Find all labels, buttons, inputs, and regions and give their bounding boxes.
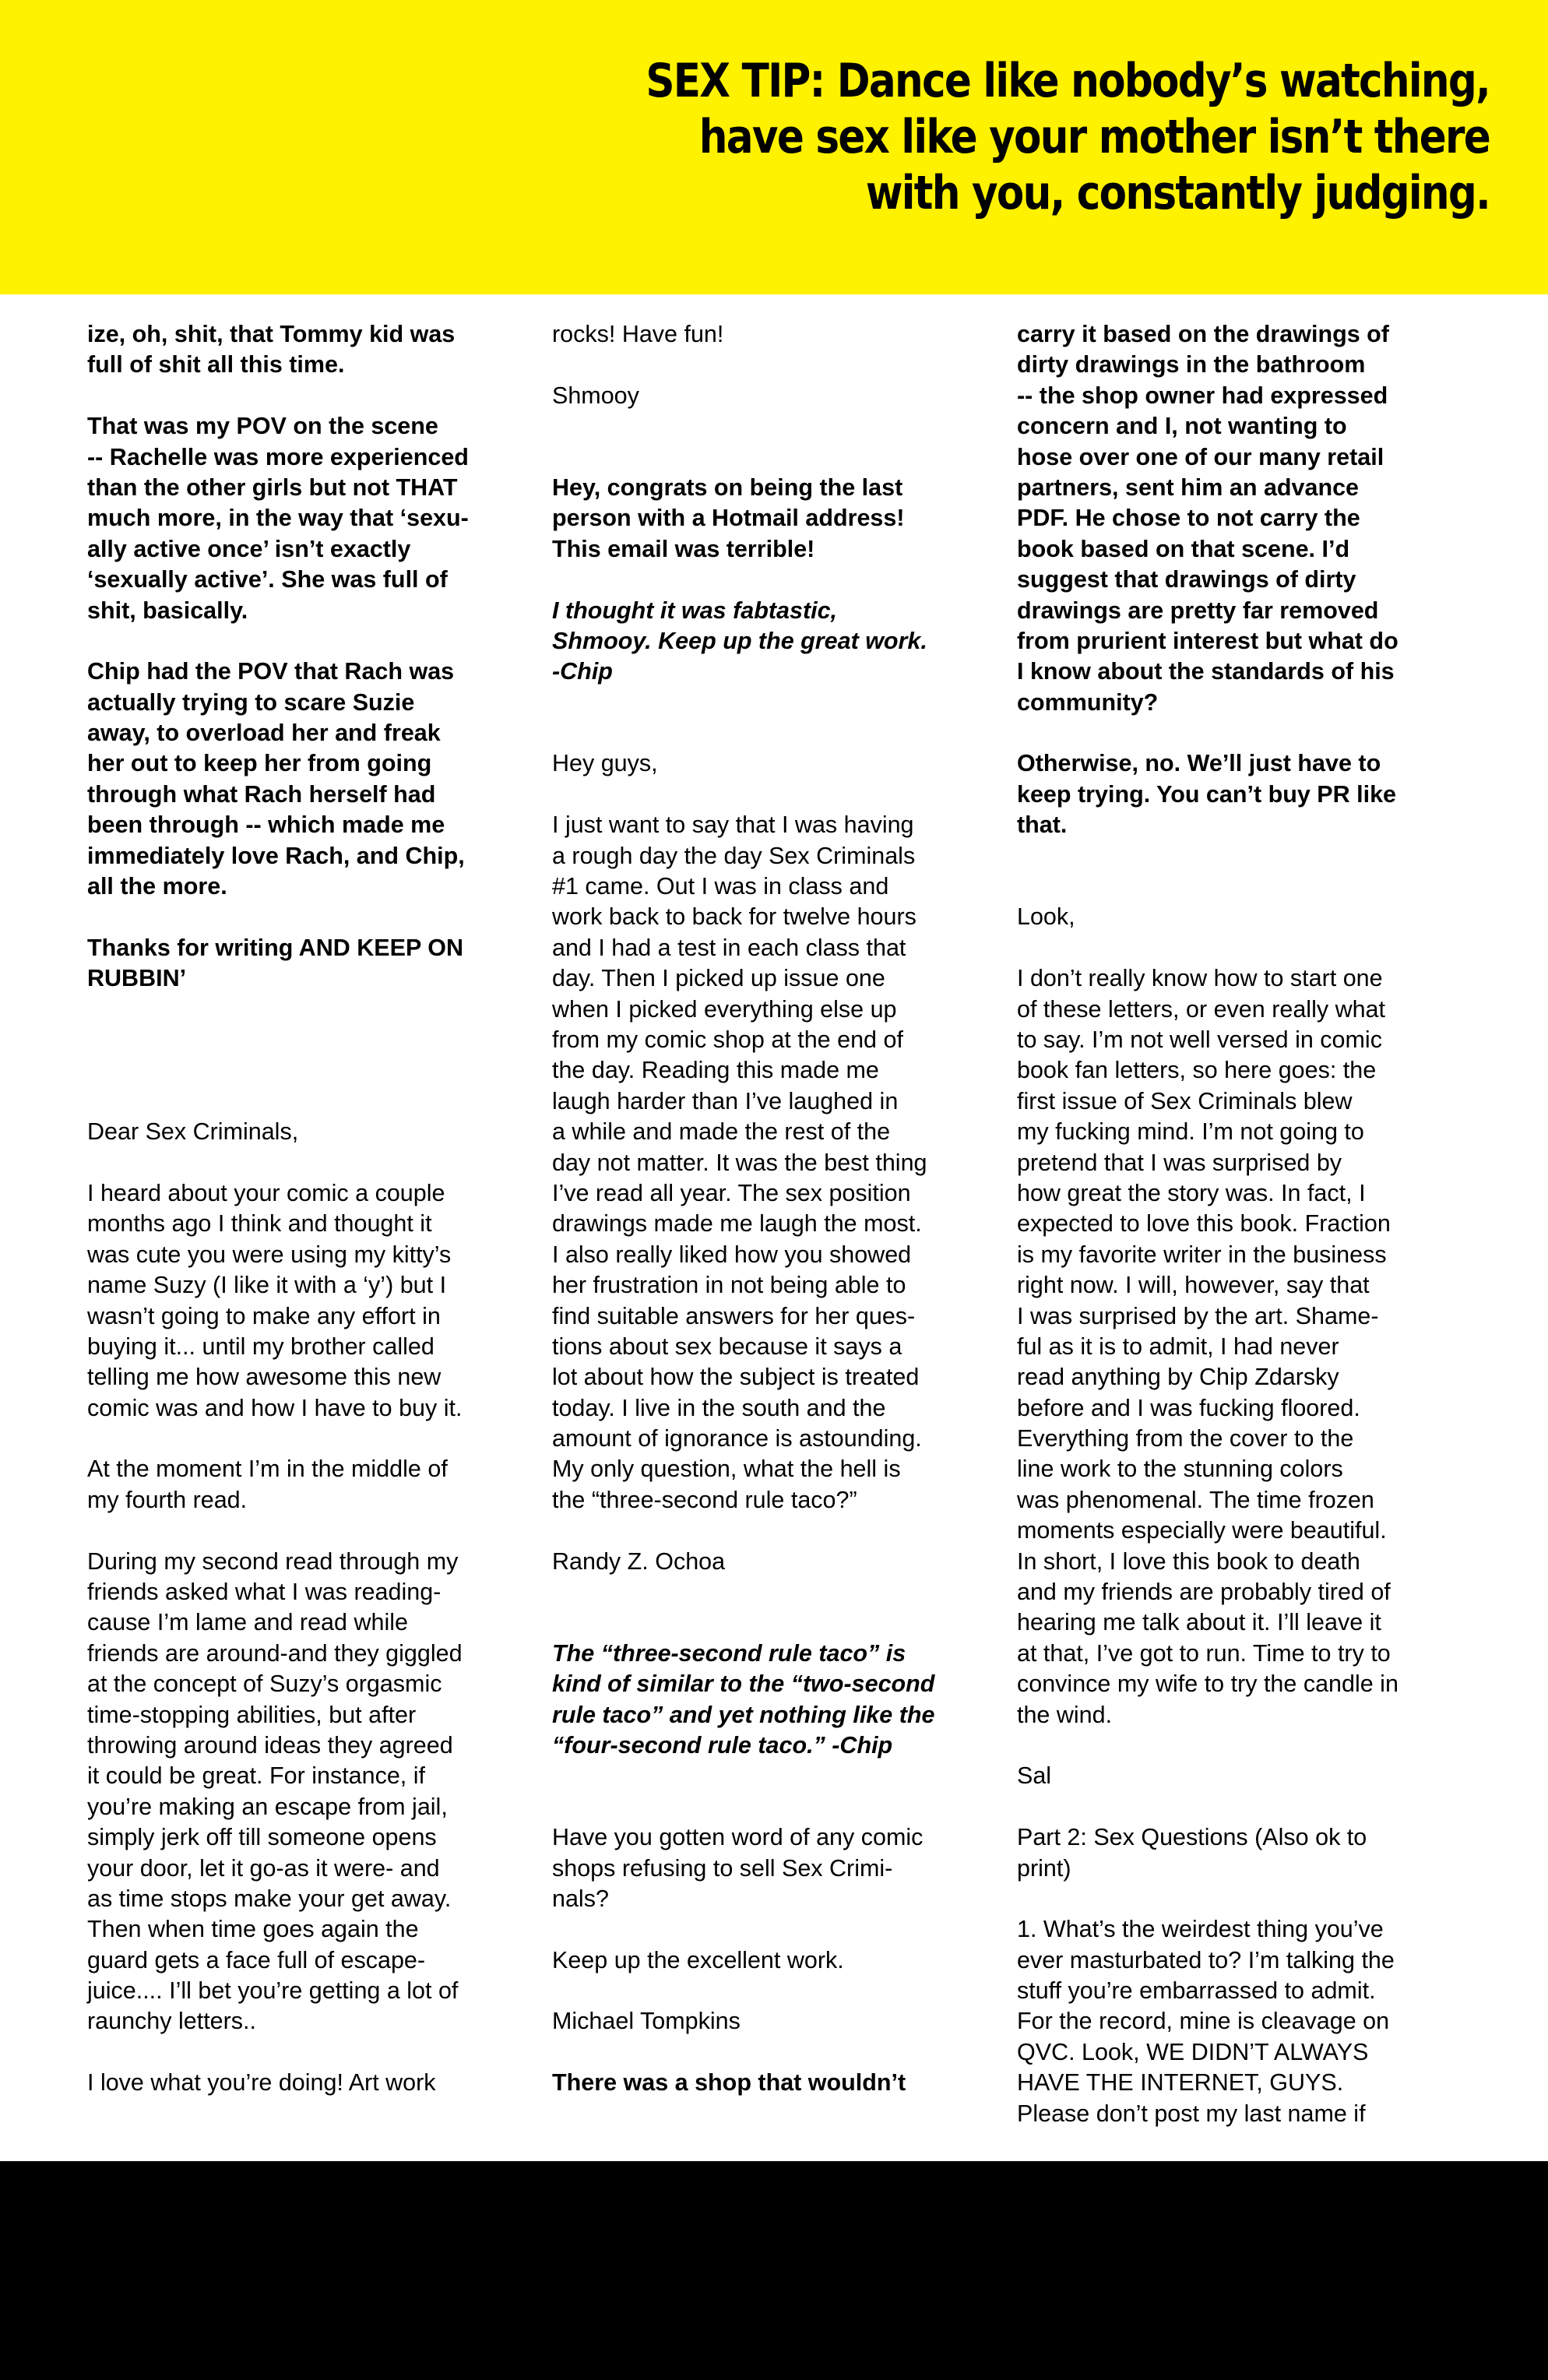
- text-line: been through -- which made me: [87, 812, 445, 839]
- text-line: drawings made me laugh the most.: [552, 1210, 922, 1238]
- text-line: ever masturbated to? I’m talking the: [1017, 1946, 1395, 1973]
- blank-line: [87, 2037, 539, 2068]
- text-line: Sal: [1017, 1762, 1052, 1790]
- text-line: QVC. Look, WE DIDN’T ALWAYS: [1017, 2038, 1369, 2065]
- text-line: telling me how awesome this new: [87, 1364, 442, 1391]
- text-line: immediately love Rach, and Chip,: [87, 842, 465, 869]
- blank-line: [552, 718, 1004, 748]
- text-line: During my second read through my: [87, 1547, 459, 1575]
- blank-line: [552, 1761, 1004, 1791]
- blank-line: [552, 565, 1004, 595]
- blank-line: [552, 1607, 1004, 1638]
- text-line: nals?: [552, 1885, 609, 1912]
- text-line: simply jerk off till someone opens: [87, 1824, 437, 1851]
- text-line: was phenomenal. The time frozen: [1017, 1486, 1374, 1513]
- blank-line: [87, 1055, 539, 1086]
- blank-line: [552, 1792, 1004, 1822]
- text-line: My only question, what the hell is: [552, 1456, 901, 1483]
- text-line: partners, sent him an advance: [1017, 474, 1360, 501]
- blank-line: [552, 411, 1004, 442]
- blank-line: [552, 350, 1004, 380]
- text-line: wasn’t going to make any effort in: [87, 1302, 441, 1329]
- text-line: At the moment I’m in the middle of: [87, 1456, 448, 1483]
- text-line: I love what you’re doing! Art work: [87, 2069, 436, 2097]
- text-line: friends are around-and they giggled: [87, 1639, 463, 1667]
- blank-line: [552, 1516, 1004, 1546]
- text-line: was cute you were using my kitty’s: [87, 1241, 452, 1268]
- blank-line: [552, 1914, 1004, 1945]
- text-line: Look,: [1017, 903, 1075, 931]
- text-line: community?: [1017, 688, 1159, 716]
- text-line: Thanks for writing AND KEEP ON: [87, 934, 463, 961]
- text-line: In short, I love this book to death: [1017, 1547, 1360, 1575]
- text-line: There was a shop that wouldn’t: [552, 2069, 906, 2097]
- text-line: work back to back for twelve hours: [552, 903, 916, 931]
- text-line: Dear Sex Criminals,: [87, 1118, 299, 1146]
- text-line: of these letters, or even really what: [1017, 995, 1385, 1023]
- text-line: the day. Reading this made me: [552, 1057, 879, 1084]
- text-line: at that, I’ve got to run. Time to try to: [1017, 1639, 1391, 1667]
- blank-line: [552, 780, 1004, 810]
- text-line: amount of ignorance is astounding.: [552, 1425, 922, 1452]
- blank-line: [552, 442, 1004, 473]
- text-line: ‘sexually active’. She was full of: [87, 566, 448, 593]
- text-line: her frustration in not being able to: [552, 1272, 906, 1299]
- text-line: your door, let it go-as it were- and: [87, 1854, 440, 1882]
- text-line: Shmooy. Keep up the great work.: [552, 627, 927, 654]
- blank-line: [552, 688, 1004, 718]
- text-line: day. Then I picked up issue one: [552, 965, 885, 992]
- text-line: Randy Z. Ochoa: [552, 1547, 726, 1575]
- headline-line: have sex like your mother isn’t there: [698, 110, 1490, 164]
- text-line: carry it based on the drawings of: [1017, 321, 1389, 347]
- text-line: shops refusing to sell Sex Crimi-: [552, 1854, 893, 1882]
- headline-line: with you, constantly judging.: [865, 166, 1490, 220]
- text-line: -- Rachelle was more experienced: [87, 443, 469, 470]
- text-line: That was my POV on the scene: [87, 413, 438, 440]
- text-line: Michael Tompkins: [552, 2008, 741, 2035]
- text-line: buying it... until my brother called: [87, 1333, 434, 1360]
- blank-line: [87, 1148, 539, 1178]
- text-line: at the concept of Suzy’s orgasmic: [87, 1671, 442, 1698]
- text-line: Have you gotten word of any comic: [552, 1824, 924, 1851]
- text-line: -Chip: [552, 658, 613, 685]
- text-line: guard gets a face full of escape-: [87, 1946, 426, 1973]
- blank-line: [1017, 933, 1500, 963]
- letters-column-1: [87, 319, 539, 2099]
- text-line: throwing around ideas they agreed: [87, 1731, 453, 1759]
- text-line: right now. I will, however, say that: [1017, 1272, 1370, 1299]
- text-line: the wind.: [1017, 1701, 1113, 1728]
- text-line: my fourth read.: [87, 1486, 248, 1513]
- text-line: Shmooy: [552, 382, 639, 409]
- blank-line: [1017, 871, 1500, 902]
- blank-line: [87, 995, 539, 1025]
- text-line: RUBBIN’: [87, 965, 187, 992]
- text-line: a rough day the day Sex Criminals: [552, 842, 916, 869]
- blank-line: [1017, 718, 1500, 748]
- blank-line: [87, 1086, 539, 1117]
- text-line: and my friends are probably tired of: [1017, 1579, 1391, 1606]
- text-line: read anything by Chip Zdarsky: [1017, 1364, 1339, 1391]
- text-line: Part 2: Sex Questions (Also ok to: [1017, 1824, 1367, 1851]
- text-line: person with a Hotmail address!: [552, 505, 905, 532]
- text-line: tions about sex because it says a: [552, 1333, 902, 1360]
- text-line: hose over one of our many retail: [1017, 443, 1384, 470]
- text-line: The “three-second rule taco” is: [552, 1639, 906, 1667]
- text-line: juice.... I’ll bet you’re getting a lot of: [87, 1977, 459, 2005]
- text-line: HAVE THE INTERNET, GUYS.: [1017, 2069, 1344, 2097]
- blank-line: [1017, 841, 1500, 871]
- text-line: laugh harder than I’ve laughed in: [552, 1087, 899, 1114]
- text-line: it could be great. For instance, if: [87, 1762, 425, 1790]
- blank-line: [87, 626, 539, 657]
- text-line: first issue of Sex Criminals blew: [1017, 1087, 1353, 1114]
- text-line: from my comic shop at the end of: [552, 1026, 903, 1053]
- text-line: “four-second rule taco.” -Chip: [552, 1731, 893, 1759]
- footer-black-bar: [0, 2161, 1548, 2380]
- text-line: kind of similar to the “two-second: [552, 1671, 935, 1698]
- text-line: drawings are pretty far removed: [1017, 597, 1379, 624]
- text-line: day not matter. It was the best thing: [552, 1149, 927, 1176]
- text-line: shit, basically.: [87, 597, 248, 624]
- text-line: ize, oh, shit, that Tommy kid was: [87, 321, 456, 347]
- text-line: keep trying. You can’t buy PR like: [1017, 780, 1397, 808]
- letters-column-3: [1017, 319, 1500, 2129]
- text-line: Then when time goes again the: [87, 1916, 419, 1943]
- blank-line: [1017, 1792, 1500, 1822]
- blank-line: [552, 2037, 1004, 2068]
- text-line: my fucking mind. I’m not going to: [1017, 1118, 1364, 1146]
- text-line: Keep up the excellent work.: [552, 1946, 844, 1973]
- text-line: print): [1017, 1854, 1071, 1882]
- text-line: full of shit all this time.: [87, 351, 345, 378]
- text-line: a while and made the rest of the: [552, 1118, 891, 1146]
- text-line: concern and I, not wanting to: [1017, 413, 1347, 440]
- text-line: that.: [1017, 812, 1068, 839]
- text-line: is my favorite writer in the business: [1017, 1241, 1387, 1268]
- text-line: ful as it is to admit, I had never: [1017, 1333, 1339, 1360]
- text-line: and I had a test in each class that: [552, 934, 906, 961]
- text-line: suggest that drawings of dirty: [1017, 566, 1356, 593]
- blank-line: [87, 1516, 539, 1546]
- text-line: I was surprised by the art. Shame-: [1017, 1302, 1379, 1329]
- text-line: time-stopping abilities, but after: [87, 1701, 417, 1728]
- text-line: I heard about your comic a couple: [87, 1179, 445, 1206]
- text-line: PDF. He chose to not carry the: [1017, 505, 1360, 532]
- text-line: convince my wife to try the candle in: [1017, 1671, 1398, 1698]
- text-line: than the other girls but not THAT: [87, 474, 458, 501]
- text-line: away, to overload her and freak: [87, 720, 441, 747]
- letters-column-2: [552, 319, 1004, 2099]
- blank-line: [87, 1025, 539, 1055]
- blank-line: [1017, 1884, 1500, 1914]
- text-line: name Suzy (I like it with a ‘y’) but I: [87, 1272, 447, 1299]
- text-line: moments especially were beautiful.: [1017, 1517, 1387, 1544]
- text-line: from prurient interest but what do: [1017, 627, 1398, 654]
- text-line: dirty drawings in the bathroom: [1017, 351, 1366, 378]
- text-line: as time stops make your get away.: [87, 1885, 452, 1912]
- blank-line: [87, 902, 539, 932]
- text-line: -- the shop owner had expressed: [1017, 382, 1388, 409]
- text-line: Otherwise, no. We’ll just have to: [1017, 750, 1381, 777]
- text-line: Hey guys,: [552, 750, 658, 777]
- text-line: months ago I think and thought it: [87, 1210, 432, 1238]
- text-line: I’ve read all year. The sex position: [552, 1179, 911, 1206]
- text-line: the “three-second rule taco?”: [552, 1486, 857, 1513]
- text-line: 1. What’s the weirdest thing you’ve: [1017, 1916, 1384, 1943]
- text-line: Everything from the cover to the: [1017, 1425, 1354, 1452]
- text-line: This email was terrible!: [552, 535, 815, 562]
- text-line: actually trying to scare Suzie: [87, 688, 415, 716]
- text-line: book fan letters, so here goes: the: [1017, 1057, 1377, 1084]
- blank-line: [87, 1424, 539, 1454]
- text-line: her out to keep her from going: [87, 750, 432, 777]
- text-line: expected to love this book. Fraction: [1017, 1210, 1391, 1238]
- text-line: to say. I’m not well versed in comic: [1017, 1026, 1382, 1053]
- text-line: pretend that I was surprised by: [1017, 1149, 1342, 1176]
- text-line: today. I live in the south and the: [552, 1394, 886, 1421]
- text-line: Please don’t post my last name if: [1017, 2100, 1366, 2127]
- text-line: I just want to say that I was having: [552, 812, 914, 839]
- text-line: rocks! Have fun!: [552, 321, 724, 347]
- text-line: much more, in the way that ‘sexu-: [87, 505, 469, 532]
- sex-tip-headline: [552, 53, 1490, 221]
- blank-line: [552, 1976, 1004, 2006]
- text-line: I thought it was fabtastic,: [552, 597, 838, 624]
- text-line: book based on that scene. I’d: [1017, 535, 1350, 562]
- blank-line: [1017, 1730, 1500, 1761]
- text-line: you’re making an escape from jail,: [87, 1793, 448, 1820]
- text-line: find suitable answers for her ques-: [552, 1302, 916, 1329]
- text-line: when I picked everything else up: [552, 995, 897, 1023]
- text-line: stuff you’re embarrassed to admit.: [1017, 1977, 1376, 2005]
- text-line: cause I’m lame and read while: [87, 1609, 408, 1636]
- text-line: I don’t really know how to start one: [1017, 965, 1383, 992]
- text-line: I know about the standards of his: [1017, 658, 1395, 685]
- text-line: all the more.: [87, 873, 227, 900]
- text-line: ally active once’ isn’t exactly: [87, 535, 411, 562]
- text-line: Hey, congrats on being the last: [552, 474, 903, 501]
- text-line: rule taco” and yet nothing like the: [552, 1701, 935, 1728]
- text-line: through what Rach herself had: [87, 780, 436, 808]
- blank-line: [87, 381, 539, 411]
- text-line: before and I was fucking floored.: [1017, 1394, 1360, 1421]
- text-line: raunchy letters..: [87, 2008, 256, 2035]
- text-line: lot about how the subject is treated: [552, 1364, 920, 1391]
- text-line: #1 came. Out I was in class and: [552, 873, 889, 900]
- text-line: comic was and how I have to buy it.: [87, 1394, 463, 1421]
- text-line: I also really liked how you showed: [552, 1241, 912, 1268]
- headline-line: SEX TIP: Dance like nobody’s watching,: [646, 54, 1490, 108]
- text-line: hearing me talk about it. I’ll leave it: [1017, 1609, 1381, 1636]
- header-banner: [0, 0, 1548, 294]
- text-line: line work to the stunning colors: [1017, 1456, 1343, 1483]
- text-line: how great the story was. In fact, I: [1017, 1179, 1366, 1206]
- text-line: For the record, mine is cleavage on: [1017, 2008, 1390, 2035]
- text-line: friends asked what I was reading-: [87, 1579, 442, 1606]
- blank-line: [552, 1577, 1004, 1607]
- text-line: Chip had the POV that Rach was: [87, 658, 455, 685]
